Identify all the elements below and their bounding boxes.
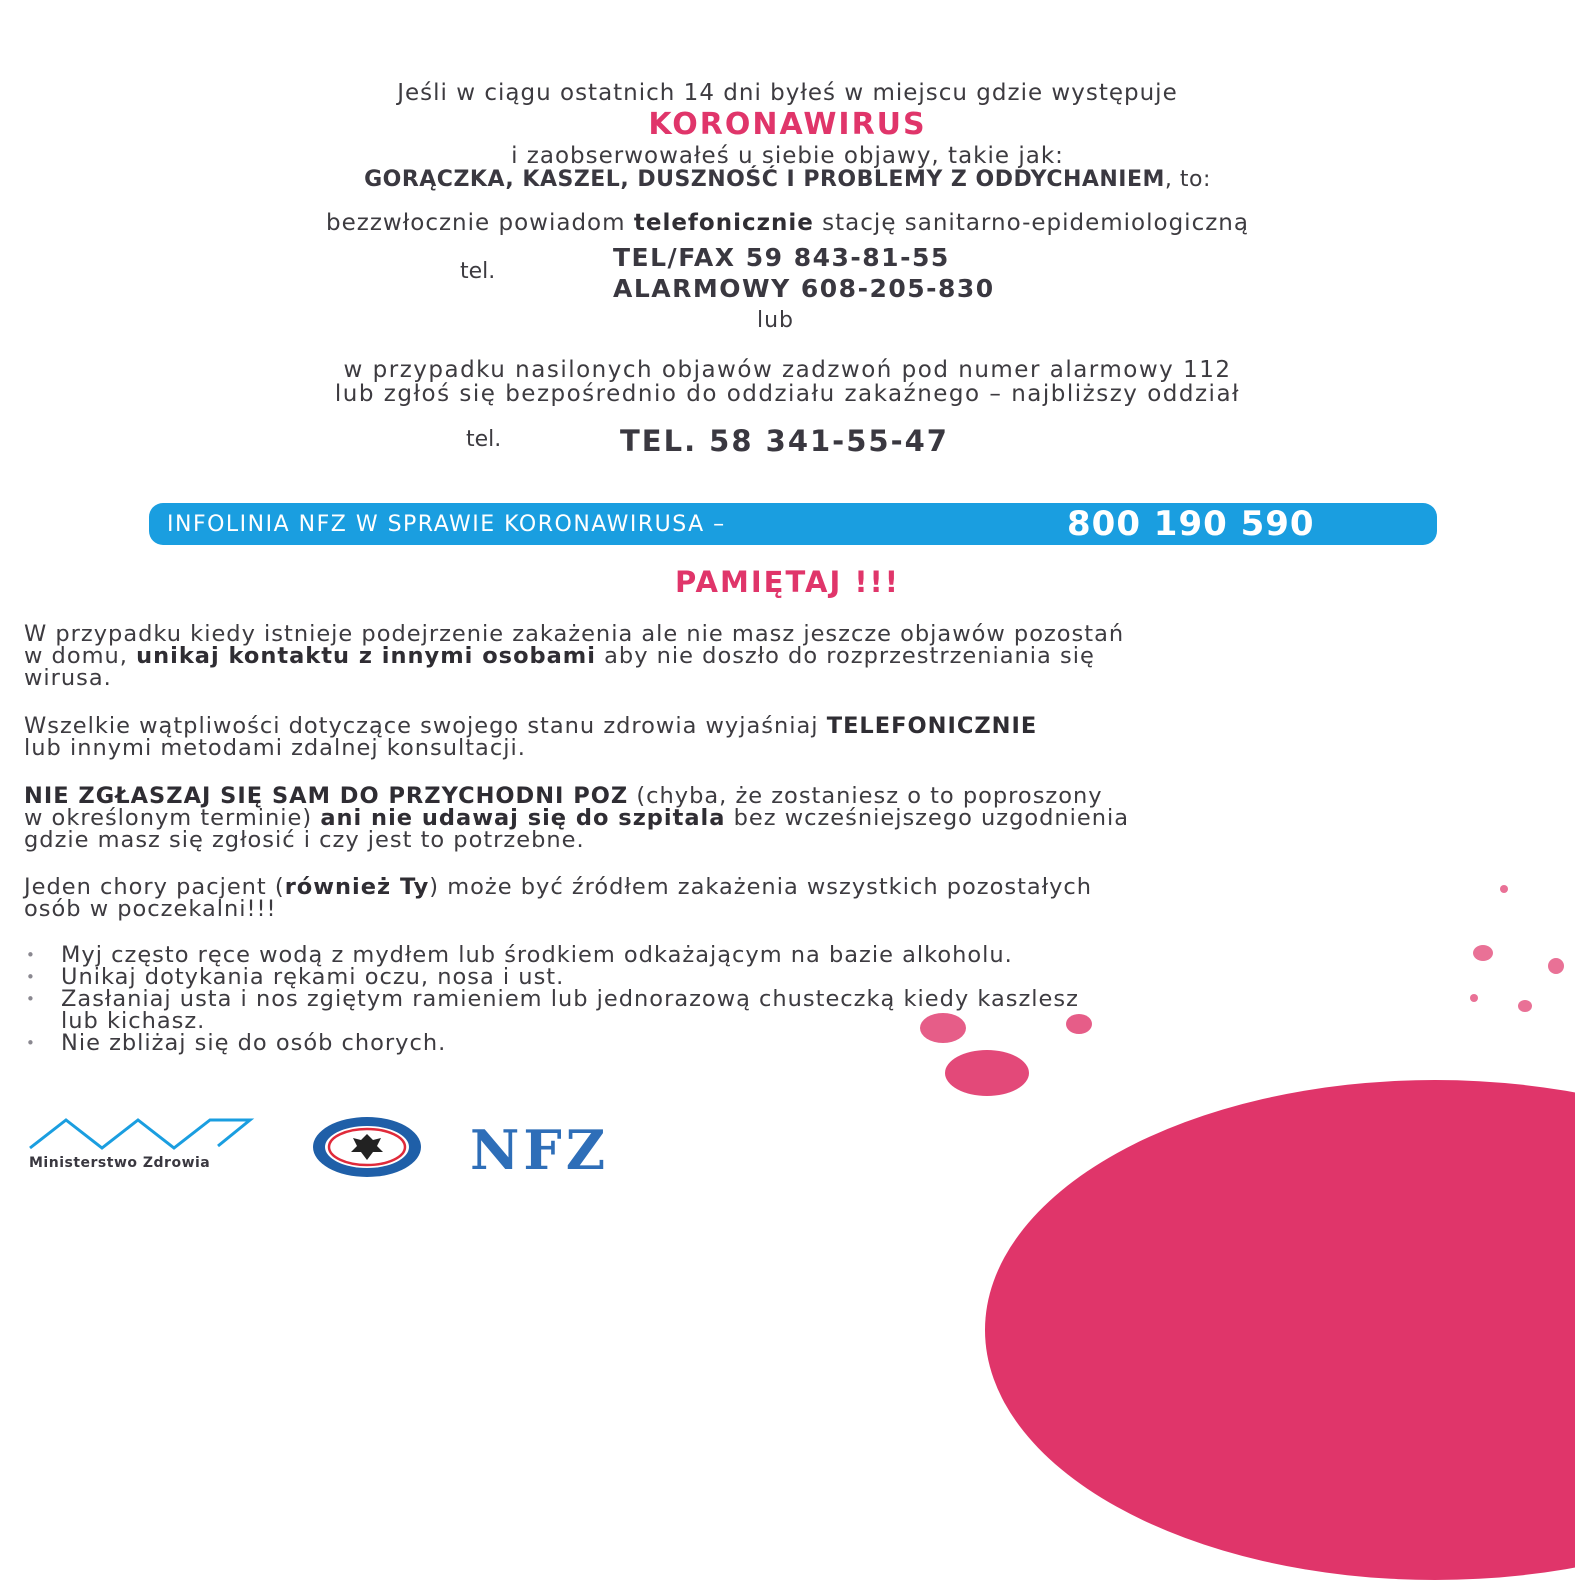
para-line [24, 785, 1564, 807]
notify-line [0, 210, 1575, 236]
decorative-blob [1066, 1014, 1092, 1034]
list-item-line: • Zasłaniaj usta i nos zgiętym ramieniem lub jednorazową chusteczką kiedy kaszlesz [61, 986, 1079, 1012]
phone-ward-number: TEL. 58 341-55-47 [620, 424, 949, 458]
panstwowa-inspekcja-sanitarna-seal [311, 1116, 423, 1178]
para-text: Wszelkie wątpliwości dotyczące swojego stanu zdrowia wyjaśniaj [24, 713, 827, 739]
para-line: osób w poczekalni!!! [24, 896, 277, 922]
para-line [24, 715, 1564, 737]
list-item: • Myj często ręce wodą z mydłem lub środkiem odkażającym na bazie alkoholu. [24, 944, 1504, 966]
severe-line-2: lub zgłoś się bezpośrednio do oddziału zakaźnego – najbliższy oddział [334, 381, 1241, 407]
list-item-line: lub kichasz. [61, 1008, 206, 1034]
infoline-number: 800 190 590 [1067, 504, 1315, 544]
decorative-blob [1470, 994, 1478, 1002]
para-text: Jeden chory pacjent ( [24, 874, 285, 900]
para-line: wirusa. [24, 665, 112, 691]
poster-title: KORONAWIRUS [648, 107, 927, 142]
symptoms-line [0, 167, 1575, 192]
para-line [24, 645, 1564, 667]
para-text: aby nie doszło do rozprzestrzeniania się [595, 643, 1095, 669]
tel-label-ward: tel. [466, 427, 502, 452]
decorative-blob [1473, 945, 1493, 961]
advice-list [24, 944, 1504, 1054]
paragraph-doubts [24, 715, 1564, 759]
paragraph-source [24, 876, 1564, 920]
notify-after: stację sanitarno-epidemiologiczną [813, 210, 1249, 236]
symptoms-suffix: , to: [1164, 167, 1211, 192]
para-text: bez wcześniejszego uzgodnienia [725, 805, 1130, 831]
para-bold: NIE ZGŁASZAJ SIĘ SAM DO PRZYCHODNI POZ [24, 783, 629, 809]
para-text: w określonym terminie) [24, 805, 321, 831]
decorative-blob [1500, 885, 1508, 893]
notify-before: bezzwłocznie powiadom [326, 210, 634, 236]
list-item [24, 988, 1504, 1032]
para-line: lub innymi metodami zdalnej konsultacji. [24, 735, 526, 761]
decorative-blob [1548, 958, 1564, 974]
severe-line-1: w przypadku nasilonych objawów zadzwoń pod numer alarmowy 112 [343, 357, 1232, 383]
paragraph-do-not-go [24, 785, 1564, 851]
decorative-blob [920, 1013, 966, 1043]
para-bold: ani nie udawaj się do szpitala [320, 805, 726, 831]
para-bold: unikaj kontaktu z innymi osobami [136, 643, 596, 669]
infoline-label: INFOLINIA NFZ W SPRAWIE KORONAWIRUSA – [167, 512, 726, 537]
decorative-large-circle [985, 1080, 1575, 1580]
para-line: W przypadku kiedy istnieje podejrzenie zakażenia ale nie masz jeszcze objawów pozostań [24, 621, 1125, 647]
para-line [24, 807, 1564, 829]
para-line [24, 876, 1564, 898]
ministry-label: Ministerstwo Zdrowia [29, 1155, 211, 1171]
list-item: • Unikaj dotykania rękami oczu, nosa i ust. [24, 966, 1504, 988]
para-text: w domu, [24, 643, 137, 669]
intro-line-1: Jeśli w ciągu ostatnich 14 dni byłeś w miejscu gdzie występuje [397, 80, 1178, 106]
decorative-blob [1518, 1000, 1532, 1012]
para-text: (chyba, że zostaniesz o to poproszony [628, 783, 1103, 809]
phone-alarm-number: ALARMOWY 608-205-830 [613, 274, 995, 303]
symptoms-list: GORĄCZKA, KASZEL, DUSZNOŚĆ I PROBLEMY Z ODDYCHANIEM [364, 167, 1165, 192]
or-label: lub [757, 308, 795, 333]
paragraph-suspicion [24, 623, 1564, 689]
tel-label: tel. [460, 259, 496, 284]
remember-heading: PAMIĘTAJ !!! [674, 565, 901, 599]
notify-emphasis: telefonicznie [633, 210, 814, 236]
decorative-blob [945, 1050, 1029, 1096]
nfz-logo: NFZ [470, 1118, 610, 1182]
para-line: gdzie masz się zgłosić i czy jest to potrzebne. [24, 827, 585, 853]
list-item: • Nie zbliżaj się do osób chorych. [24, 1032, 1504, 1054]
para-text: ) może być źródłem zakażenia wszystkich pozostałych [429, 874, 1093, 900]
phone-fax-number: TEL/FAX 59 843-81-55 [613, 243, 950, 272]
para-bold: również Ty [284, 874, 430, 900]
para-bold: TELEFONICZNIE [826, 713, 1038, 739]
intro-line-2: i zaobserwowałeś u siebie objawy, takie jak: [511, 143, 1064, 169]
infoline-banner [149, 503, 1437, 545]
